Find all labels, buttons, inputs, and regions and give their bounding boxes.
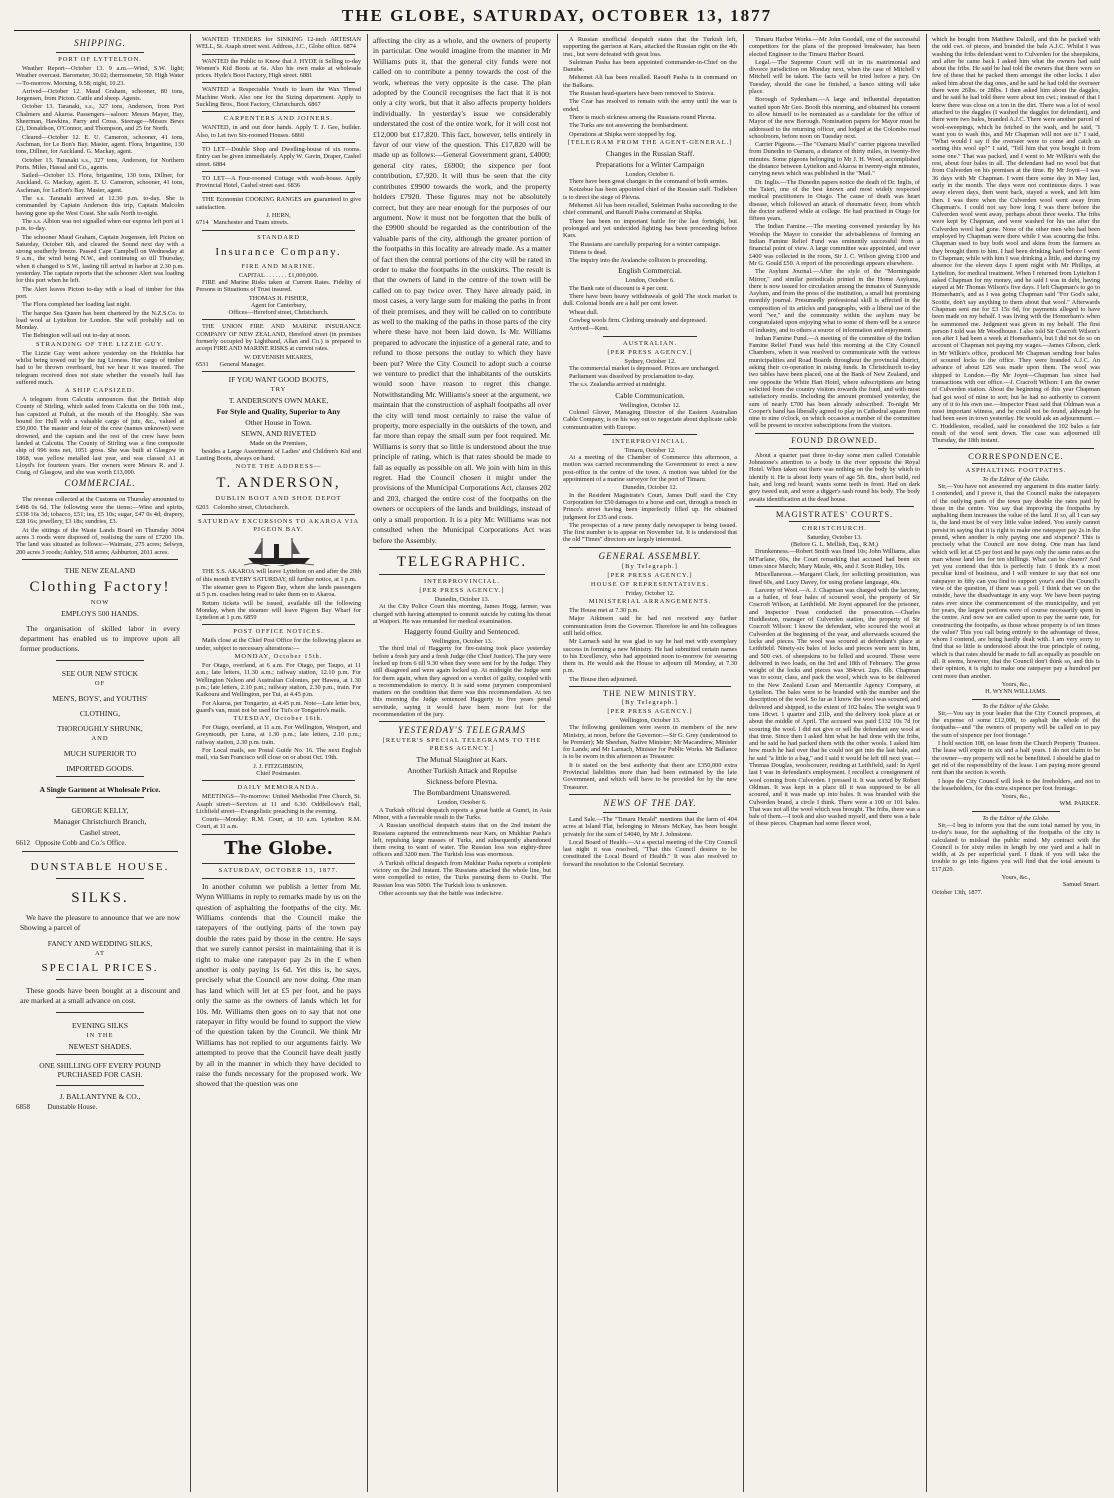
changes-text: The Russians are carefully preparing for a winter campaign.	[569, 240, 721, 248]
divider	[202, 371, 355, 372]
divider	[972, 699, 1060, 700]
arrival-taranaki: October 13. Taranaki, s.s., 327 tons, Anderson, from Port Chalmers and Akaroa. Passengers—saloon: Messrs Mayer, Hay, Sheerman, Hawkins, Parry and Cross. Steerage—Messrs Bews (2), Donaldson, O'Connor, and Thompson, and 25 for North.	[16, 103, 184, 133]
dateline-london: London, October 6.	[437, 799, 487, 807]
ad-silks-body: We have the pleasure to announce that we are now Showing a parcel of	[20, 912, 180, 932]
letter-williams: Sir,—You have not answered my argument in this matter fairly. I contended, and I prove it, that the Council make the ratepayers of the outlying parts of the town pay double the rates paid by those in the centre. You say that improving the footpaths by asphalting them increases the value of the land. If so, all I can say is, the land must be of very little value indeed. You surely cannot persist in saying that it is right to make one ratepayer pay 2s in the pound, when another is only paying one and sixpence? This is precisely what the Council are now doing. One man has land which will let at £5 per foot and he pays only the same rates as the man whose land lets for ten shillings. What can be clearer? And yet you contend that this is perfectly fair. I think it's a most peculiar kind of business, and I will venture to say that not one ratepayer in fifty can you find to support your's and the Council's view of the question, if there was a poll. I think that we on the outside, have the disadvantage in any way. We have been paying rates ever since the commencement of the municipality, and yet for years, the largest portions were of course necessarily spent in the centre. And now we are called upon to pay the same rate, for constructing the footpaths, as those whose property is of ten times the value? This you call being entirely to the advantage of those, whom I contend, are being hardly dealt with. I am very sorry to find that so little is understood about the true principle of rating, which is that rates should be made to fall as equally as possible on all. It seems, however, that the Council don't think so, and this is their opinion, it is right to make one ratepayer pay a hundred per cent more than another.	[932, 482, 1100, 680]
column-4	[563, 36, 737, 1491]
ad-boots-q: IF YOU WANT GOOD BOOTS,	[228, 375, 329, 385]
shipping-heading: SHIPPING.	[74, 38, 126, 48]
news-item: The Asylum Journal.—After the style of the "Morningside Mirror," and similar periodicals printed in the Home Asylums, there is now issued for circulation among the inmates of Sunnyside Asylum, and from the press of the institution, a small but promising monthly journal. Presumedly professional skill is affected in the composition of its articles and paragraphs, with a liberal use of the word "we," and the community within the asylum may be congratulated upon enjoying what to some of them will be a source of industry, and to others a source of information and enjoyment.	[749, 268, 920, 334]
divider	[202, 142, 355, 143]
divider	[202, 230, 355, 231]
divider	[56, 52, 144, 53]
commercial-heading: COMMERCIAL.	[64, 478, 136, 489]
ad-clothing-body: The organisation of skilled labor in every department has enabled us to improve upon all former productions.	[20, 623, 180, 653]
commercial-news: Arrived—Kent.	[569, 325, 609, 333]
column-3	[373, 36, 551, 1491]
ad-employs: EMPLOYS 500 HANDS.	[61, 608, 139, 618]
ad-meares: W. DEVENISH MEARES,	[244, 353, 313, 361]
editorial-text: In another column we publish a letter from Mr. Wynn Williams in reply to remarks made by us on the question of asphalting the footpaths of the city. Mr. Williams contends that the Council make the ratepayers of the outlying parts of the town pay double the rates paid by those in the centre. He says that we surely cannot persist in maintaining that it is right to make one ratepayer pay 2s in the £ when another is only paying 1s 6d. Yet this is, he says, precisely what the Council are now doing. One man has land which will let at £5 per foot, and he pays only the same as the owners of lands which let for 10s. Mr. Williams then goes on to say that not one ratepayer in fifty would be found to support the view of the question taken by the Council. We think Mr Williams has not replied to our arguments fairly. We attempted to prove that the Council have dealt justly by all in the manner in which they have decided to raise the funds necessary for the proposed work. We showed that the question was one	[196, 881, 361, 1089]
capsized-heading: A SHIP CAPSIZED.	[64, 387, 136, 395]
ad-anderson-big: T. ANDERSON,	[216, 475, 341, 492]
shipping-paragraph: The Flora completed her loading last night.	[22, 301, 131, 309]
news-item: Carrier Pigeons.—The "Oamaru Mail's" carrier pigeons travelled from Dunedin to Oamaru, a distance of thirty miles, in twenty-five minutes. Some pigeons belonging to Mr J. H. Wood, accomplished the distance between Lyttelton and Akaroa in twenty-eight minutes, carrying news which was published in the "Mail."	[749, 141, 920, 178]
divider	[56, 979, 144, 980]
editorial-continued: affecting the city as a whole, and the owners of property in particular. One would imagine from the manner in Mr Williams puts it, that the general city funds were not called on to contribute a penny towards the cost of the work, whereas the very opposite is the case. The plan adopted by the Council recognises the fact that it is not only a city work, but that it also affects property holders individually. In yesterday's issue we considerably understated the cost of the entire work, for it will cost not £12,000 but £17,820. This fact, however, tells entirely in favor of our view of the question. This £17,820 will be made up as follows:—General Government grant, £4000; general city rates, £6900; the sixpence per foot contribution, £7,920. It will thus be seen that the city contributes £9900 towards the work, and the property holders £7920. These figures may not be absolutely correct, but they are near enough for the purposes of our argument. Now it must not be forgotten that the bulk of the £9900 should be regarded as the contribution of the valuable parts of the city, although the greater portion of the footpaths in this locality are already made. As a matter of fact then the central portions of the city will be rated in order to make the footpaths in the outskirts. The result is that the owners of land in the centre of the town will be called on to pay twice over. They have already paid, in most cases, a very large sum for making the paths in front of their premises, and they will be called on to contribute as well to the making of the paths in those parts of the city where these have not been laid down. Is Mr. Williams prepared to advocate the injustice of a general rate, and to refund to those persons the outlay to which they have been put? Were the City Council to adopt such a course we venture to predict that the inhabitants of the outskirts would soon have reason to regret this change. Notwithstanding Mr. Williams's sneer at the argument, we maintain that the construction of asphalt footpaths all over the city will tend most certainly to raise the value of property, more especially in the outskirts of the town, and far more than repay the small sum per foot required. Mr. Williams is sorry that so little is understood about the true principle of rating, which is that rates should be made to fall as equally as possible on all. We join with him in this regret. Had the Council chosen it might under the provisions of the Municipal Corporations Act, clauses 202 and 203, charged the entire cost of the footpaths on the owners or occupiers of the lands and buildings, instead of only a small proportion. It is a pity Mr. Williams was not consulted when the Municipal Corporations Act was before the Assembly.	[373, 36, 551, 545]
letter-date: October 13th, 1877.	[932, 888, 983, 896]
ad-youth: WANTED a Respectable Youth to learn the Wax Thread Machine Work. Also one for the Sizing department. Apply to Suckling Bros., Boot Factory, Christchurch. 6867	[196, 86, 361, 109]
yesterday-heading: YESTERDAY'S TELEGRAMS	[398, 725, 526, 736]
ad-kelly-number: 6612	[16, 838, 30, 847]
ad-hern-address: Manchester and Tuam streets.	[213, 219, 289, 227]
to-editor: To the Editor of the Globe.	[982, 814, 1050, 822]
ad-in-the: IN THE	[86, 1031, 114, 1039]
post-fitzgibbon-title: Chief Postmaster.	[256, 769, 301, 777]
post-body: Mails close at the Chief Post Office for the following places as under, subject to necessary alterations:—	[196, 637, 361, 652]
divider	[755, 506, 914, 507]
interprovincial-heading: INTERPROVINCIAL.	[611, 437, 689, 445]
australian-heading: AUSTRALIAN.	[622, 339, 678, 347]
telegraphic-heading: TELEGRAPHIC.	[396, 553, 528, 570]
port-heading: PORT OF LYTTELTON.	[58, 56, 142, 63]
ad-kelly-title: Manager Christchurch Branch,	[53, 816, 147, 826]
haggerty-heading: Haggerty found Guilty and Sentenced.	[404, 627, 520, 637]
ad-try: TRY	[270, 386, 287, 394]
cable-text: Colonel Glover, Managing Director of the Eastern Australian Cable Company, is on his way out to negociate about duplicate cable communication with Europe.	[563, 408, 737, 431]
divider	[202, 82, 355, 83]
general-assembly-heading: GENERAL ASSEMBLY.	[598, 550, 702, 561]
ad-silks: SILKS.	[71, 889, 129, 906]
divider	[938, 448, 1094, 449]
war-text: A Russian unofficial despatch states that the Turkish left, supporting the garrison at Kars, attacked the Russian right on the 4th inst., but were defeated with great loss.	[563, 36, 737, 58]
house-text: The House met at 7.30 p.m.	[569, 607, 639, 615]
divider	[56, 776, 144, 777]
shipping-paragraph: The s.s. Taranaki arrived at 12.30 p.m. to-day. She is commanded by Captain Anderson this trip, Captain Malcolm having gone up the West Coast. She sails North to-night.	[16, 195, 184, 217]
house-heading: HOUSE OF REPRESENTATIVES.	[590, 580, 710, 588]
press-agency: [PER PRESS AGENCY.]	[607, 571, 693, 579]
divider	[202, 834, 355, 835]
war-text: The Russian head-quarters have been removed to Sistova.	[569, 90, 715, 98]
ad-insurance: Insurance Company.	[215, 245, 342, 258]
cleared-text-2: October 13. Taranaki s.s., 327 tons, Anderson, for Northern Ports. Miles, Hassal and Co., agents.	[16, 156, 184, 171]
dateline-wellington: Wellington, October 13.	[431, 638, 493, 646]
ad-clothing: CLOTHING,	[79, 708, 121, 718]
kars-text-2: A Russian unofficial despatch states that on the 2nd instant the Russians captured the entrenchments near Kars, on Mukhtar Pasha's left, repulsing large masses of Turks, and subsequently abandoned them owing to want of water. The Russian loss was eighty-three officers and 3200 men. The Turkish loss was enormous.	[373, 822, 551, 859]
column-rule	[190, 34, 191, 1492]
shipping-paragraph: The barque Sea Queen has been chartered by the N.Z.S.Co. to load wool at Lyttelton for London. She will probably sail on Monday.	[16, 309, 184, 332]
newspaper-title: The Globe.	[224, 837, 333, 859]
ad-andersons: T. ANDERSON'S OWN MAKE,	[228, 396, 329, 406]
yours: Yours, &c.,	[1001, 680, 1031, 688]
capsized-text: A telegram from Calcutta announces that the British ship County of Stirling, which sailed from Calcutta on the 10th inst., has capsized at Fultah, at the mouth of the Hooghly. She was bound for Hull with a valuable cargo of jute, &c., valued at £50,000. The master and four of the crew (names unknown) were drowned, and the captain and the rest of the crew have been landed at Calcutta. The County of Stirling was a fine composite ship of 996 tons net, 1051 gross. She was built at Glasgow in 1868, was yellow metalled last year, and was classed A1 at Lloyd's for fourteen years. Her owners were Messrs R. and J. Craig, of Glasgow, and she was worth £13,000.	[16, 396, 184, 477]
divider	[202, 514, 355, 515]
divider	[755, 433, 914, 434]
dunedin-text: In the Resident Magistrate's Court, James Duff sued the City Corporation for £50 damages to a horse and cart, through a trench in Prince's street having been imperfectly filled up. He obtained judgment for £35 and costs.	[563, 491, 737, 521]
ad-capital: CAPITAL . . . . . . . £1,000,000.	[238, 271, 319, 279]
war-text: There is much sickness among the Russians round Plevna.	[569, 113, 717, 121]
ad-to-let: TO LET—Double Shop and Dwelling-house of six rooms. Entry can be given immediately. Apply W. Gavin, Draper, Cashel street. 6884	[196, 145, 361, 168]
house-text: Mr Larnach said he was glad to say he had met with exemplary success in forming a new Ministry. He had submitted certain names to his Excellency, who had appointed noon to-morrow for swearing them in. He would ask the House to adjourn till Monday, at 7.30 p.m.	[563, 638, 737, 675]
divider	[22, 559, 178, 560]
ad-fisher-office: Offices—Hereford street, Christchurch.	[228, 309, 329, 317]
news-item: The Indian Famine.—The meeting convened yesterday by his Worship the Mayor to consider the advisableness of forming an Indian Famine Relief Fund was eminently successful from a financial point of view. A large committee was appointed, and over £400 was collected in the room, Sir J. C. Wilson giving £100 and Mr G. Gould £50. A report of the proceedings appears elsewhere.	[749, 223, 920, 267]
australian-text: Parliament was dissolved by proclamation to-day.	[569, 373, 695, 381]
column-6	[932, 36, 1100, 1491]
by-telegraph: [By Telegraph.]	[622, 699, 678, 706]
land-sale-text: Land Sale.—The "Timaru Herald" mentions that the farm of 404 acres at Island Flat, belonging to Messrs McKay, has been bought privately for the sum of £4040, by Mr J. Johnstone.	[563, 815, 737, 838]
dateline-sydney: Sydney, October 12.	[624, 357, 676, 365]
ad-carpenters: CARPENTERS AND JOINERS.	[223, 115, 334, 123]
correspondence-heading: CORRESPONDENCE.	[968, 450, 1064, 461]
divider	[202, 54, 355, 55]
house-text: Major Atkinson said he had not received any further communication from the Governor. Therefore he and his colleagues still held office.	[563, 615, 737, 637]
letter-parker: I hold section 108, on lease from the Church Property Trustees. The lease will expire in six and a half years. I do not claim to be the owner—my property will not be benefitted. I should be glad to get rid of the responsibility of the lease. I am paying more ground rent than the section is worth.	[932, 740, 1100, 777]
divider	[56, 797, 144, 798]
divider	[603, 336, 697, 337]
ad-ballantyne: J. BALLANTYNE & CO.,	[59, 1091, 141, 1101]
news-of-day-heading: NEWS OF THE DAY.	[603, 797, 697, 808]
to-editor: To the Editor of the Globe.	[982, 702, 1050, 710]
ad-ranges: THE Economist COOKING RANGES are guaranteed to give satisfaction.	[196, 196, 361, 211]
post-monday-body: For Otago, overland, at 6 a.m. For Otago, per Taupo, at 11 a.m.; late letters, 11.30 a.m.; railway station, 12.10 p.m. For Wellington Nelson and Australian Colonies, per Hawea, at 1.30 p.m.; late letters, 2.10 p.m.; railway station, 2.30 p.m., train. For Kaikoura and Wellington, per Tui, at 4.45 p.m.	[196, 662, 361, 699]
column-5	[749, 36, 920, 1491]
masthead-rule	[14, 30, 1100, 31]
weather-report: Weather Report—October 13. 9 a.m.—Wind, S.W. light; Weather overcast. Barometer, 30.02; thermometer, 50. High Water—To-morrow. Morning, 9.58; night, 10.23.	[16, 65, 184, 87]
changes-text: Kotzebue has been appointed chief of the Russian staff. Todleben is to direct the siege of Plevna.	[563, 186, 737, 201]
ad-sewn: SEWN, AND RIVETED	[241, 429, 316, 439]
reuters-line: [REUTER'S SPECIAL TELEGRAMS TO THE PRESS AGENCY.]	[382, 737, 542, 753]
divider	[569, 686, 731, 687]
press-agency: [PER PRESS AGENCY.]	[607, 348, 693, 356]
australian-text: The s.s. Zealandia arrived at midnight.	[569, 381, 667, 389]
ad-nz-heading: THE NEW ZEALAND	[64, 565, 136, 575]
dateline-friday: Friday, October 12.	[625, 589, 675, 597]
ad-other-house: Other House in Town.	[245, 418, 312, 428]
masthead: THE GLOBE, SATURDAY, OCTOBER 13, 1877	[341, 6, 773, 25]
divider	[56, 1054, 144, 1055]
commercial-text-2: At the sittings of the Waste Lands Board on Thursday 3004 acres 3 roods were disposed of, realising the sum of £7200 10s. The land was situated as follows:—Waimate, 275 acres; Selwyn, 200 acres 3 roods; Ashley, 518 acres; Ashburton, 2011 acres.	[16, 526, 184, 556]
ad-fire-body: FIRE and Marine Risks taken at Current Rates. Fidelity of Persons in Situations of Trust insured.	[196, 278, 361, 294]
divider	[379, 549, 545, 550]
plevna-headline: Sickness before Plevna.	[426, 777, 498, 787]
letter-parker: I hope the City Council will look to the freeholders, and not to the leaseholders, for this extra sixpence per foot frontage.	[932, 777, 1100, 792]
dateline-london: London, October 6.	[625, 277, 675, 285]
dateline-london: London, October 6.	[625, 170, 675, 178]
ad-cashel: Cashel street,	[79, 827, 121, 837]
dunedin-text: At the City Police Court this morning, James Hogg, farmer, was charged with having attempted to commit suicide by cutting his throat at Waipori. He was remanded for medical examination.	[373, 603, 551, 625]
ad-clothing-factory: Clothing Factory!	[29, 578, 171, 595]
post-heading: POST OFFICE NOTICES.	[233, 628, 324, 636]
english-commercial-headline: English Commercial.	[618, 266, 682, 276]
dateline-saturday: Saturday, October 13.	[807, 533, 862, 541]
divider	[789, 448, 880, 449]
news-item: Borough of Sydenham.—A large and influential deputation waited upon Mr Geo. Booth this morning, and obtained his consent to allow himself to be nominated as a candidate for the office of Mayor of the new Borough. Nomination papers for Mayor must be addressed to the returning officer, and lodged at the Colombo road schoolroom, before noon on Tuesday next.	[749, 96, 920, 140]
house-text: The House then adjourned.	[569, 675, 638, 683]
ad-special-prices: SPECIAL PRICES.	[41, 961, 159, 974]
ad-excursion-body-2: The steamer goes to Pigeon Bay, where she lands passengers at 5 p.m. coaches being read to take them on to Akaroa.	[196, 583, 361, 599]
post-tuesday-body: For Otago, overland, at 11 a.m. For Wellington, Westport, and Greymouth, per Luna, at 1.30 p.m.; late letters, 2.10 p.m.; railway station, 2.30 p.m. train.	[196, 724, 361, 746]
ad-gee: WANTED, in and out door hands. Apply T. J. Gee, builder. Also, to Let two Six-roomed Houses. 6860	[196, 124, 361, 139]
post-monday: MONDAY, October 15th.	[234, 653, 323, 661]
news-item: Legal.—The Supreme Court will sit in its matrimonial and divorce jurisdiction on Monday next, when the case of Mitchell v Mitchell will be taken. The facts will be tried before a jury. On Tuesday, should the case be finished, a banco sitting will take place.	[749, 58, 920, 96]
ad-tenders: WANTED TENDERS for SINKING 12-inch ARTESIAN WELL, St. Asaph street west. Address, J.C., Globe office. 6874	[196, 36, 361, 51]
court-text: Larceny of Wool.—A. J. Chapman was charged with the larceny, as a bailee, of four bales of scoured wool, the property of Sir Cracroft Wilson, at Leithfield. Mr Joynt appeared for the prisoner, and Inspector Feast conducted the prosecution.—Charles Huddleston, manager of Culverden station, the property of Sir Cracroft Wilson: I know the defendant, who scoured the wool at Culverden at the beginning of the year, and afterwards scoured the locks and pieces. The wool was scoured at defendant's place at Leithfield. Ninety-six bales of locks and pieces were sent to him, and 500 cwt. of sheepskins to be felled and scoured. These were delivered in two loads, on the 3rd and 18th of February. The gross weight of the locks and pieces was 384cwt. 2qrs. 6lb. Chapman was to scour, class, and pack the wool, which was to be delivered to the New Zealand Loan and Mercantile Agency Company, at Lyttelton. The bales were to be branded with the number and the description of the wool. So far as I know the wool was scoured, and delivered and shipped, to the extent of 102 bales. The weight was 9 tons 18cwt. 1 quarter and 21lb, and the delivery took place at or about the middle of April. The accused was paid £132 10s 7d for scouring the wool. I did not give or sell the defendant any wool at that time. Since then I asked him what he had done with the fribs, and he said he had packed them with the other wools. I asked him how much he had over that he could not get into the last bale, and he said "a little to a bag," and I said it would be left till next year.—Thomas Douglas, woolscourer, residing at Leithfield, said: In April last I was in defendant's employment. I recollect a consignment of wool coming from Culverden. I pressed it. It was sorted by Robert Oldman. It was kept in a place till it was supposed to be all scoured, and it was made up into bales. It was branded with the Culverden brand, a circle I think. There were a 100 or 101 bales. That was not all the wool which was brought. The fribs, there was a bale of them.—I took and also washed myself, and there was a bale of these pieces. Chapman had some fleece wool,	[749, 586, 920, 828]
ad-dublin: DUBLIN BOOT AND SHOE DEPOT	[215, 495, 342, 503]
ad-meares-title: General Manager.	[219, 360, 265, 368]
asphalting-heading: ASPHALTING FOOTPATHS.	[965, 466, 1067, 474]
column-rule	[557, 34, 558, 1492]
kars-text-3: A Turkish official despatch from Mukhtar Pasha reports a complete victory on the 2nd instant. The Russians attacked the whole line, but were compelled to retire, the Turks pursuing them to Ouchi. The Russian loss was 5000. The Turkish loss is unknown.	[373, 859, 551, 889]
divider	[569, 547, 731, 548]
yours: Yours, &c.,	[1001, 793, 1031, 801]
ad-opposite: Opposite Cobb and Co.'s Office.	[35, 838, 127, 847]
divider	[202, 624, 355, 625]
column-2	[196, 36, 361, 1491]
war-text: Mehemet Ali has been recalled. Raouff Pasha is in command on the Balkans.	[563, 74, 737, 89]
sailed-text: Sailed—October 13. Flora, brigantine, 130 tons, Dillner, for Auckland. G. Mackay, agent. E. U. Cameron, schooner, 41 tons, Aschman, for LeBon's Bay. Master, agent.	[16, 172, 184, 194]
divider	[56, 878, 144, 879]
commercial-news: Wheat dull.	[569, 308, 599, 316]
ad-fisher: THOMAS H. FISHER,	[248, 294, 309, 302]
daily-courts: Courts—Monday: R.M. Court, at 10 a.m. Lyttelton R.M. Court, at 11 a.m.	[196, 816, 361, 831]
ministerial-heading: MINISTERIAL ARRANGEMENTS.	[588, 598, 712, 606]
cleared-text: Cleared—October 12. E. U. Cameron, schooner, 41 tons, Aschman, for Le Bon's Bay. Master, agent. Flora, brigantine, 130 tons, Dillner, for Auckland. G. Mackay, agent.	[16, 133, 184, 156]
stranding-text: The Lizzie Guy went ashore yesterday on the Hokitika bar whilst being towed out by the tug Lioness. Her cargo of timber had to be thrown overboard, but we hear it was insured. The telegram received does not state whether the vessel's hull has suffered much.	[16, 349, 184, 386]
court-text: Drunkenness.—Robert Smith was fined 10s; John Williams, alias M'Farlane, 60s, the Court remarking that accused had been six times since March; Mary Maule, 40s, and J. Scott Ridley, 10s.	[749, 548, 920, 570]
ad-see-stock: SEE OUR NEW STOCK	[61, 668, 139, 678]
letter-smart: Sir,—I beg to inform you that the sum total named by you, in to-day's issue, for the asphalting of the footpaths of the city is calculated to mislead the public mind. My contract with the Council is for sixty miles in length by one yard and a half in width, at 2s per superficial yard. I think if you will take the trouble to go into figures you will find that the total amount is £17,820.	[932, 821, 1100, 873]
ad-mens: MEN'S, BOYS', and YOUTHS'	[52, 693, 148, 703]
arrived-text: Arrived—October 12. Maud Graham, schooner, 80 tons, Jorgensen, from Picton. Cattle and sheep. Agents.	[16, 87, 184, 103]
commercial-news: The Bank rate of discount is 4 per cent.	[569, 284, 669, 292]
ad-kelly: GEORGE KELLY,	[71, 805, 129, 815]
daily-heading: DAILY MEMORANDA.	[237, 784, 320, 792]
ad-fire-marine: FIRE AND MARINE.	[241, 262, 316, 270]
divider	[22, 851, 178, 852]
ad-newest: NEWEST SHADES.	[68, 1041, 132, 1051]
divider	[202, 863, 355, 864]
war-text: The Turks are not answering the bombardment.	[569, 122, 689, 130]
ad-hyde: WANTED the Public to Know that J. HYDE is Selling to-day Women's Kid Boots at 6s. Also his own make at wholesale prices. Hyde's Boot Factory, High street. 6881	[196, 57, 361, 80]
ad-hern-number: 6714	[196, 219, 209, 227]
divider	[569, 794, 731, 795]
ad-meares-number: 6531	[196, 360, 209, 368]
post-guide: For Local mails, see Postal Guide No. 16. The next English mail, via San Francisco will close on or about Oct. 19th.	[196, 747, 361, 762]
ad-fancy-silks: FANCY AND WEDDING SILKS,	[47, 938, 153, 948]
divider	[202, 171, 355, 172]
shipping-paragraph: The s.s. Albion was not signalled when our express left port at 1 p.m. to-day.	[16, 217, 184, 233]
dunedin-text: The prospectus of a new penny daily newspaper is being issued. The first number is to appear on November 1st. It is understood that the old "Times" directors are largely interested.	[563, 521, 737, 544]
post-fitzgibbon: J. J. FITZGIBBON,	[253, 762, 304, 770]
drowned-text: About a quarter past three to-day some men called Constable Johnstone's attention to a body in the river opposite the Royal Hotel. When taken out there was nothing on the body by which to identify it. He is about forty years of age 5ft. 8in., short build, red hair, and long red beard; wants some teeth in front. Had on dark grey tweed suit, and wore a digger's sash round his body. The body awaits identification at the dead house.	[749, 451, 920, 503]
ad-now: NOW	[90, 598, 110, 606]
ad-fisher-title: Agent for Canterbury,	[250, 301, 307, 309]
war-text: Suleiman Pasha has been appointed commander-in-Chief on the Danube.	[563, 58, 737, 74]
ad-at: AT	[95, 949, 105, 957]
ad-single-garment: A Single Garment at Wholesale Price.	[39, 784, 161, 794]
war-text: Operations at Shipka were stopped by fog.	[569, 130, 677, 138]
commercial-news: Cowbeg wools firm. Clothing unsteady and depressed.	[569, 316, 707, 324]
ad-ballantyne-number: 6858	[16, 1102, 30, 1111]
divider	[56, 660, 144, 661]
kars-headline: The Mutual Slaughter at Kars.	[416, 755, 508, 765]
ad-imported: IMPORTED GOODS.	[66, 763, 134, 773]
commercial-text: The revenue collected at the Customs on Thursday amounted to £498 0s 6d. The following were the items:—Wine and spirits, £338 16s 3d; tobacco, £51; tea, £5 10s; sugar, £47 0s 4d; drapery, £28 16s; jewellery, £3 18s; sundries, £3.	[16, 496, 184, 526]
before-line: (Before G. L. Mellish, Esq., R.M.)	[790, 541, 879, 549]
ad-dunstable: DUNSTABLE HOUSE.	[30, 860, 170, 873]
shipping-paragraph: The schooner Maud Graham, Captain Jorgensen, left Picton on Saturday, October 6th, and cleared the Sound next day with a strong southerly breeze. Passed Cape Campbell on Wednesday at 9 a.m., the wind being N.W., and continuing so till Thursday, when it changed to S.W., lasting till arrival in harbor at 2.30 p.m. yesterday. The captain reports that the schooner Alert was loading for this port when he left.	[16, 233, 184, 285]
australian-text: The commercial market is depressed. Prices are unchanged.	[569, 364, 720, 372]
found-drowned-heading: FOUND DROWNED.	[791, 435, 878, 445]
court-text: Miscellaneous.—Margaret Clark, for soliciting prostitution, was fined 60s, and Lucy Davey, for using profane language, 40s.	[749, 571, 920, 586]
divider	[56, 1085, 144, 1086]
divider	[603, 812, 697, 813]
yours: Yours, &c.,	[1001, 874, 1031, 882]
dateline-wellington: Wellington, October 13.	[619, 717, 681, 724]
divider	[56, 492, 144, 493]
changes-text: Titiens is dead.	[569, 248, 608, 256]
ad-superior: MUCH SUPERIOR TO	[63, 748, 137, 758]
divider	[56, 1012, 144, 1013]
haggerty-text: The third trial of Haggerty for fire-raising took place yesterday before a fresh jury and a fresh Judge (the Chief Justice). The jury were locked up from 6 till 9.30 when they were sent for by the Judge. They still disagreed and were again locked up. At midnight the Judge sent for them again, when they agreed on a verdict of guilty, coupled with a recommendation to mercy. It is said some jurymen compromised matters on the condition that there was this recommendation. At ten this morning the Judge sentenced Haggerty to five years penal servitude, saying it would have been more but for the recommendation of the jury.	[373, 645, 551, 719]
turkish-headline: Another Turkish Attack and Repulse	[407, 766, 517, 776]
ad-hern: J. HERN,	[266, 212, 291, 220]
news-item: Indian Famine Fund.—A meeting of the committee of the Indian Famine Relief Fund was held this morning at the City Council Chambers, when it was resolved to communicate with the various municipalities and Road Boards throughout the provincial district, asking their co-operation in raising funds. In Christchurch to-day two tables have been placed, one at the Bank of New Zealand, and one opposite the White Hart Hotel, where subscriptions are being solicited from the country visitors towards the fund, and with most satisfactory results. Including the amount promised yesterday, the sum of nearly £700 has been already subscribed. To-night Mr Cooper's band has liberally agreed to play in Cathedral square from nine to nine o'clock, on which occasion a number of the committee will be present to receive subscriptions from the visitors.	[749, 334, 920, 430]
ministry-text: The following gentlemen were sworn in members of the new Ministry, at noon, before the Governor:—Sir G. Grey (understood to be Premier); Mr Sheehan, Native Minister; Mr Macandrew, Minister for Lands; and Mr Larnach, Minister for Public Works. Mr Ballance is to be sworn in this afternoon as Treasurer.	[563, 724, 737, 761]
magistrates-heading: MAGISTRATES' COURTS.	[775, 508, 894, 519]
war-text: The Czar has resolved to remain with the army until the war is ended.	[563, 98, 737, 113]
local-board-text: Local Board of Health.—At a special meeting of the City Council last night it was resolved, "That this Council desires to be constituted the Local Board of Health." It was also resolved to forward the resolution to the Colonial Secretary.	[563, 838, 737, 868]
editorial-date: SATURDAY, OCTOBER 13, 1877.	[218, 866, 339, 874]
divider	[202, 111, 355, 112]
shipping-paragraph: The Alert leaves Picton to-day with a load of timber for this port.	[16, 285, 184, 300]
dateline-dunedin: Dunedin, October 13.	[434, 595, 490, 603]
column-rule	[743, 34, 744, 1492]
divider	[603, 434, 697, 435]
ad-union: THE UNION FIRE AND MARINE INSURANCE COMPANY OF NEW ZEALAND, Hereford street (in premises formerly occupied by Lightband, Allan and Co.) is prepared to accept FIRE AND MARINE RISKS at current rates.	[196, 323, 361, 353]
timaru-text: At a meeting of the Chamber of Commerce this afternoon, a motion was carried recommending the Government to erect a new post-office in the centre of the town. A motion was tabled for the appointment of a marine surveyor for the port of Timaru.	[563, 454, 737, 484]
to-editor: To the Editor of the Globe.	[982, 475, 1050, 483]
ad-besides: besides a Large Assortment of Ladies' and Children's Kid and Lasting Boots, always on hand.	[196, 447, 361, 462]
press-agency: [PER PRESS AGENCY.]	[419, 586, 505, 594]
divider	[379, 574, 545, 575]
divider	[379, 721, 545, 722]
news-item: Timaru Harbor Works.—Mr John Goodall, one of the successful competitors for the plans of the proposed breakwater, has been elected Engineer to the Timaru Harbor Board.	[749, 36, 920, 58]
dateline-timaru: Timaru, October 12.	[624, 446, 676, 454]
ad-dunstable-house: Dunstable House.	[47, 1102, 98, 1111]
ad-excursion-body: THE S.S. AKAROA will leave Lyttelton on and after the 20th of this month EVERY SATURDAY, till further notice, at 1 p.m.	[196, 568, 361, 583]
winter-headline: Preparations for a Winter Campaign	[595, 159, 705, 169]
column-rule	[926, 34, 927, 1492]
by-telegraph: [By Telegraph.]	[622, 562, 678, 570]
ad-shrunk: THOROUGHLY SHRUNK,	[57, 723, 143, 733]
ad-style: For Style and Quality, Superior to Any	[216, 407, 341, 417]
ad-and: AND	[91, 734, 109, 742]
ad-goods-body: These goods have been bought at a discount and are marked at a small advance on cost.	[20, 985, 180, 1005]
post-tuesday: TUESDAY, October 16th.	[233, 715, 324, 723]
ad-excursion-body-3: Return tickets will be issued, available till the following Monday, when the steamer will leave Pigeon Bay Wharf for Lyttelton at 1 p.m. 6859	[196, 599, 361, 622]
signature-williams: H. WYNN WILLIAMS.	[985, 688, 1047, 696]
interprovincial-heading: INTERPROVINCIAL.	[423, 577, 501, 585]
christchurch-heading: CHRISTCHURCH.	[802, 524, 867, 532]
divider	[972, 463, 1060, 464]
letter-parker: Sir,—You say in your leader that the City Council proposes, at the expense of some £12,000, to asphalt the whole of the footpaths—and "the owners of property will be called on to pay the sum of sixpence per foot frontage."	[932, 709, 1100, 739]
ad-evening: EVENING SILKS	[71, 1020, 129, 1030]
ad-colombo-number: 6203	[196, 504, 209, 512]
changes-text: Mehemet Ali has been recalled, Suleiman Pasha succeeding to the chief command, and Raouff Pasha command at Shipka.	[563, 202, 737, 217]
changes-text: There has been no important battle for the last fortnight, but prolonged and yet undecided fighting has been proceeding before Kars.	[563, 217, 737, 240]
changes-text: There have been great changes in the command of both armies.	[569, 178, 729, 186]
ministry-text: It is stated on the best authority that there are £350,000 extra Provincial liabilities more than had been estimated by the late Government, and which will have to be provided for by the new Treasurer.	[563, 761, 737, 791]
ad-note: NOTE THE ADDRESS—	[235, 463, 322, 471]
kars-text: A Turkish official despatch reports a great battle at Gumri, in Asia Minor, with a favorable result to the Turks.	[373, 806, 551, 821]
new-ministry-heading: THE NEW MINISTRY.	[603, 689, 697, 698]
signature-parker: WM. PARKER.	[1059, 800, 1100, 808]
column-1	[16, 36, 184, 1491]
divider	[202, 878, 355, 879]
changes-text: The inquiry into the Avalanche collision is proceeding.	[569, 257, 708, 265]
daily-body: MEETINGS—To-morrow: United Methodist Free Church, St. Asaph street—Services at 11 and 6.30. Oddfellows's Hall, Lichfield street—Evangelistic preaching in the evening.	[196, 793, 361, 815]
ad-standard: STANDARD	[257, 233, 300, 241]
divider	[789, 521, 880, 522]
divider	[202, 319, 355, 320]
steamer-icon	[244, 536, 314, 566]
column-rule	[367, 34, 368, 1492]
court-text-continued: which he bought from Matthew Dalzell, and this he packed with the odd cwt. of pieces, and branded the bale A.J.C. Whilst I was washing the fribs defendant went to Culverden for the sheepskins, and after he came back I asked him what the owners had said about the fribs. He said he had told the owners that there were so few of these that he packed them amongst the other locks. I also asked him about the dag ones, and he said he had told the overseer there were 26lbs. or 28lbs. I then asked him about the daggles, and he said he had told there were about ten cwt.; instead of that I knew there was close on a ton in the dirt. There was a lot of wool attached to the daggles (I washed the daggles for defendant), and there were two bales, branded A.J.C. There were another parcel of wool-sweepings, which he fetched to the wash, and he said, "I want you to wash this, and Mr Chapman will not see it." I said, "What would I say if the overseer were to come and catch us sorting this wool up?" I said, "Tell him that you bought it from some one." That was packed, and I went to Mr Wilkin's with the rest, about four bales in all. The defendant had no wool but that from Culverden on his premises at the time. By Mr Joynt—I was 36 days with Mr Chapman. I went there some day in May last, early in the month. The days were not continuous days. I was away eleven days, then went back, stayed a week, and left him then. I was there when the Culverden wool went away from Chapman's. I could not say how long I was there before the Culverden wool went away, perhaps about three weeks. The fribs were kept by Chapman, and were washed for his use after the Culverden wool had gone. None of the other men who had been employed by Chapman were there while I was scouring the fribs. Chapman used to buy both wool and skins from the farmers as they brought them to him. I had been drinking hard before I went to Chapman; while with him I was drinking a little, and during my absence for the eleven days I spent night with Mr Phillips, at Lyttelton, for medical treatment. When I returned from Lyttelton I asked Chapman for my money, and he said I was in debt, having stayed at Mr Thomas Wilson's five days. I left Chapman's to go to Homerham's, and as I was going Chapman said "For God's sake, Scottie, don't say anything to them about that wool." Afterwards Chapman sent me for £3 15s 6d, for payments alleged to have been made on my behalf. I was living with the Homerham's when he summoned me. Judgment was given in my behalf. The first person I told was Mr Woodhouse. I also told Sir Cracroft Wilson's son after I had been a week at Homerham's, but I did not do so on account of Chapman not paying my wages.—James Gibson, clerk in Mr Wilkin's office, produced Mr Chapman sending four bales of scoured locks to the office. They were branded A.J.C. An advance of about £26 was made upon them. The wool was shipped to London.—By Mr Joynt—Chapman has since had transactions with our office.—J. Cracroft Wilson: I am the owner of Culverden station. About the beginning of this year Chapman had got wool of mine to sort; but he had no authority to convert any of it to his own use.—Inspector Feast said that Oldman was a most important witness, and he could not be found, although he had been seen in town yesterday. He would ask an adjournment.—C. Huddleston, recalled, said he considered the 102 bales a fair result of the wool sent down. The case was adjourned till Thursday, the 18th instant.	[932, 36, 1100, 445]
divider	[202, 192, 355, 193]
dateline-dunedin: Dunedin, October 12.	[622, 484, 678, 492]
news-item: Dr. Inglis.—The Dunedin papers notice the death of Dr. Inglis, of the Taieri, one of the best known and most widely respected medical practitioners in Otago. The cause of death was heart disease, which followed an attack of rheumatic fever, from which the doctor suffered while at college. He had practised in Otago for fifteen years.	[749, 178, 920, 223]
shipping-paragraph: The Bebington will sail out to-day at noon.	[22, 332, 131, 340]
ad-colombo: Colombo street, Christchurch.	[213, 504, 290, 512]
kars-text-4: Other accounts say that the battle was indecisive.	[379, 889, 503, 897]
bombardment-headline: The Bombardment Unanswered.	[413, 788, 511, 798]
divider	[202, 780, 355, 781]
ad-of: OF	[94, 679, 106, 687]
agent-general-line: [TELEGRAM FROM THE AGENT-GENERAL.]	[567, 138, 733, 146]
ad-shilling: ONE SHILLING OFF EVERY POUND PURCHASED FOR CASH.	[39, 1060, 161, 1079]
ad-made: Made on the Premises,	[249, 440, 308, 448]
commercial-news: There have been heavy withdrawals of gold The stock market is dull. Colonial bonds are a half per cent lower.	[563, 293, 737, 308]
ad-cottage: TO LET—A Four-roomed Cottage with wash-house. Apply Provincial Hotel, Cashel street east. 6836	[196, 174, 361, 190]
cable-headline: Cable Communication.	[615, 390, 685, 400]
russian-staff-headline: Changes in the Russian Staff.	[605, 148, 695, 158]
dateline-wellington: Wellington, October 12.	[619, 401, 681, 409]
post-akaroa: For Akaroa, per Tongariro, at 4.45 p.m. Note—Late letter box, guard's van, must not be used for Tui's or Tongariro's mails.	[196, 699, 361, 714]
stranding-heading: STRANDING OF THE LIZZIE GUY.	[36, 340, 164, 348]
press-agency: [PER PRESS AGENCY.]	[607, 708, 693, 715]
ad-excursions: SATURDAY EXCURSIONS TO AKAROA VIA PIGEON BAY.	[197, 518, 360, 534]
signature-smart: Samuel Smart.	[1062, 881, 1100, 889]
divider	[972, 811, 1060, 812]
